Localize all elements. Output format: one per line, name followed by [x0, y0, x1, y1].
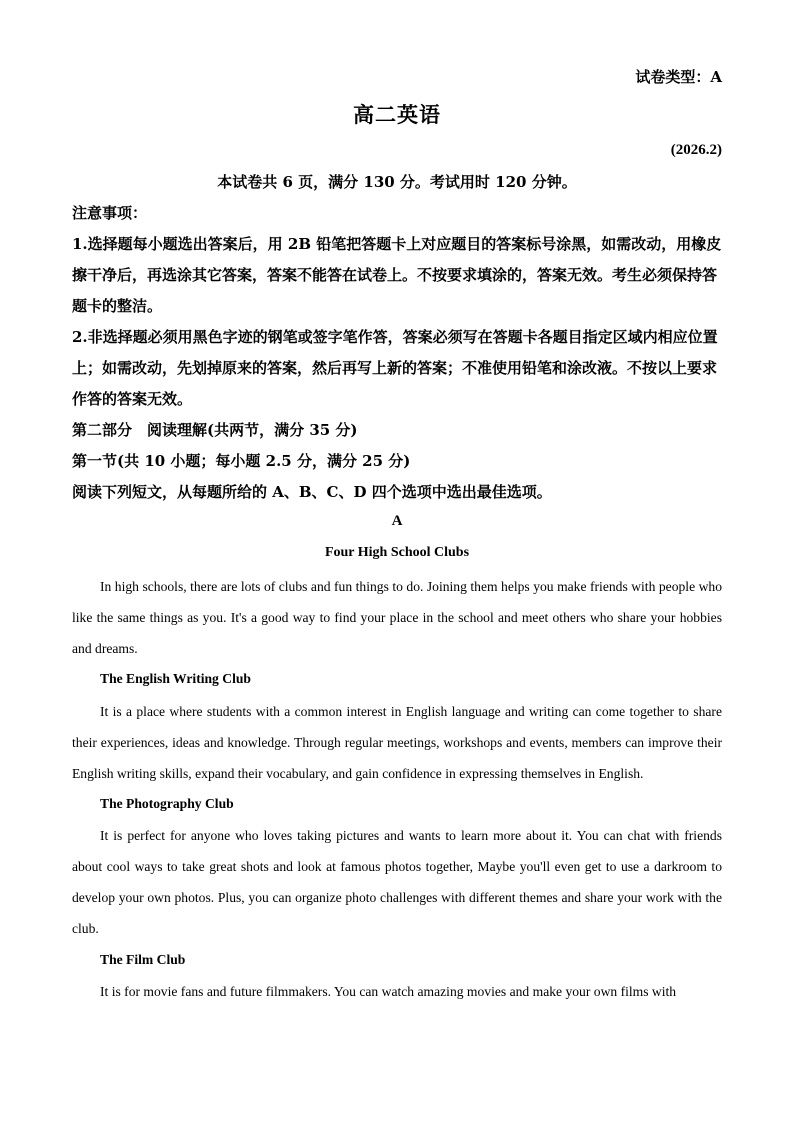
- exam-date: (2026.2): [670, 142, 722, 158]
- section-direction: 阅读下列短文，从每题所给的 A、B、C、D 四个选项中选出最佳选项。: [72, 483, 552, 501]
- paper-type-label: 试卷类型：A: [635, 68, 722, 86]
- notice-item-1: 1.选择题每小题选出答案后，用 2B 铅笔把答题卡上对应题目的答案标号涂黑，如需改动，用橡皮擦干净后，再选涂其它答案，答案不能答在试卷上。不按要求填涂的，答案无效。考生必须保持答题卡的整洁。: [72, 235, 722, 315]
- passage-intro-paragraph: In high schools, there are lots of clubs and fun things to do. Joining them helps you make friends with people who like the same things as you. It's a good way to find your place in the school and meet others who share your hobbies and dreams.: [72, 579, 722, 656]
- club-paragraph-film: It is for movie fans and future filmmakers. You can watch amazing movies and make your own films with: [100, 984, 677, 999]
- exam-intro: 本试卷共 6 页，满分 130 分。考试用时 120 分钟。: [217, 173, 577, 191]
- club-heading-english-writing: The English Writing Club: [100, 671, 251, 686]
- notice-heading: 注意事项：: [72, 204, 148, 222]
- passage-title: Four High School Clubs: [324, 545, 470, 560]
- passage-letter: A: [391, 513, 403, 529]
- page-title: 高二英语: [353, 102, 441, 127]
- part-title: 第二部分 阅读理解(共两节，满分 35 分): [72, 421, 358, 439]
- notice-item-2: 2.非选择题必须用黑色字迹的钢笔或签字笔作答，答案必须写在答题卡各题目指定区域内相应位置上；如需改动，先划掉原来的答案，然后再写上新的答案；不准使用铅笔和涂改液。不按以上要求作答的答案无效。: [72, 328, 718, 408]
- club-paragraph-english-writing: It is a place where students with a common interest in English language and writing can come together to share their experiences, ideas and knowledge. Through regular meetings, workshops and events, members can improve their English writing skills, expand their vocabulary, and gain confidence in expressing themselves in English.: [72, 704, 722, 781]
- club-paragraph-photography: It is perfect for anyone who loves taking pictures and wants to learn more about it. You can chat with friends about cool ways to take great shots and look at famous photos together, Maybe you'll even get to use a darkroom to develop your own photos. Plus, you can organize photo challenges with different themes and share your work with the club.: [72, 828, 722, 936]
- club-heading-film: The Film Club: [100, 952, 186, 967]
- club-heading-photography: The Photography Club: [100, 796, 234, 811]
- section-title: 第一节(共 10 小题；每小题 2.5 分，满分 25 分): [72, 452, 411, 470]
